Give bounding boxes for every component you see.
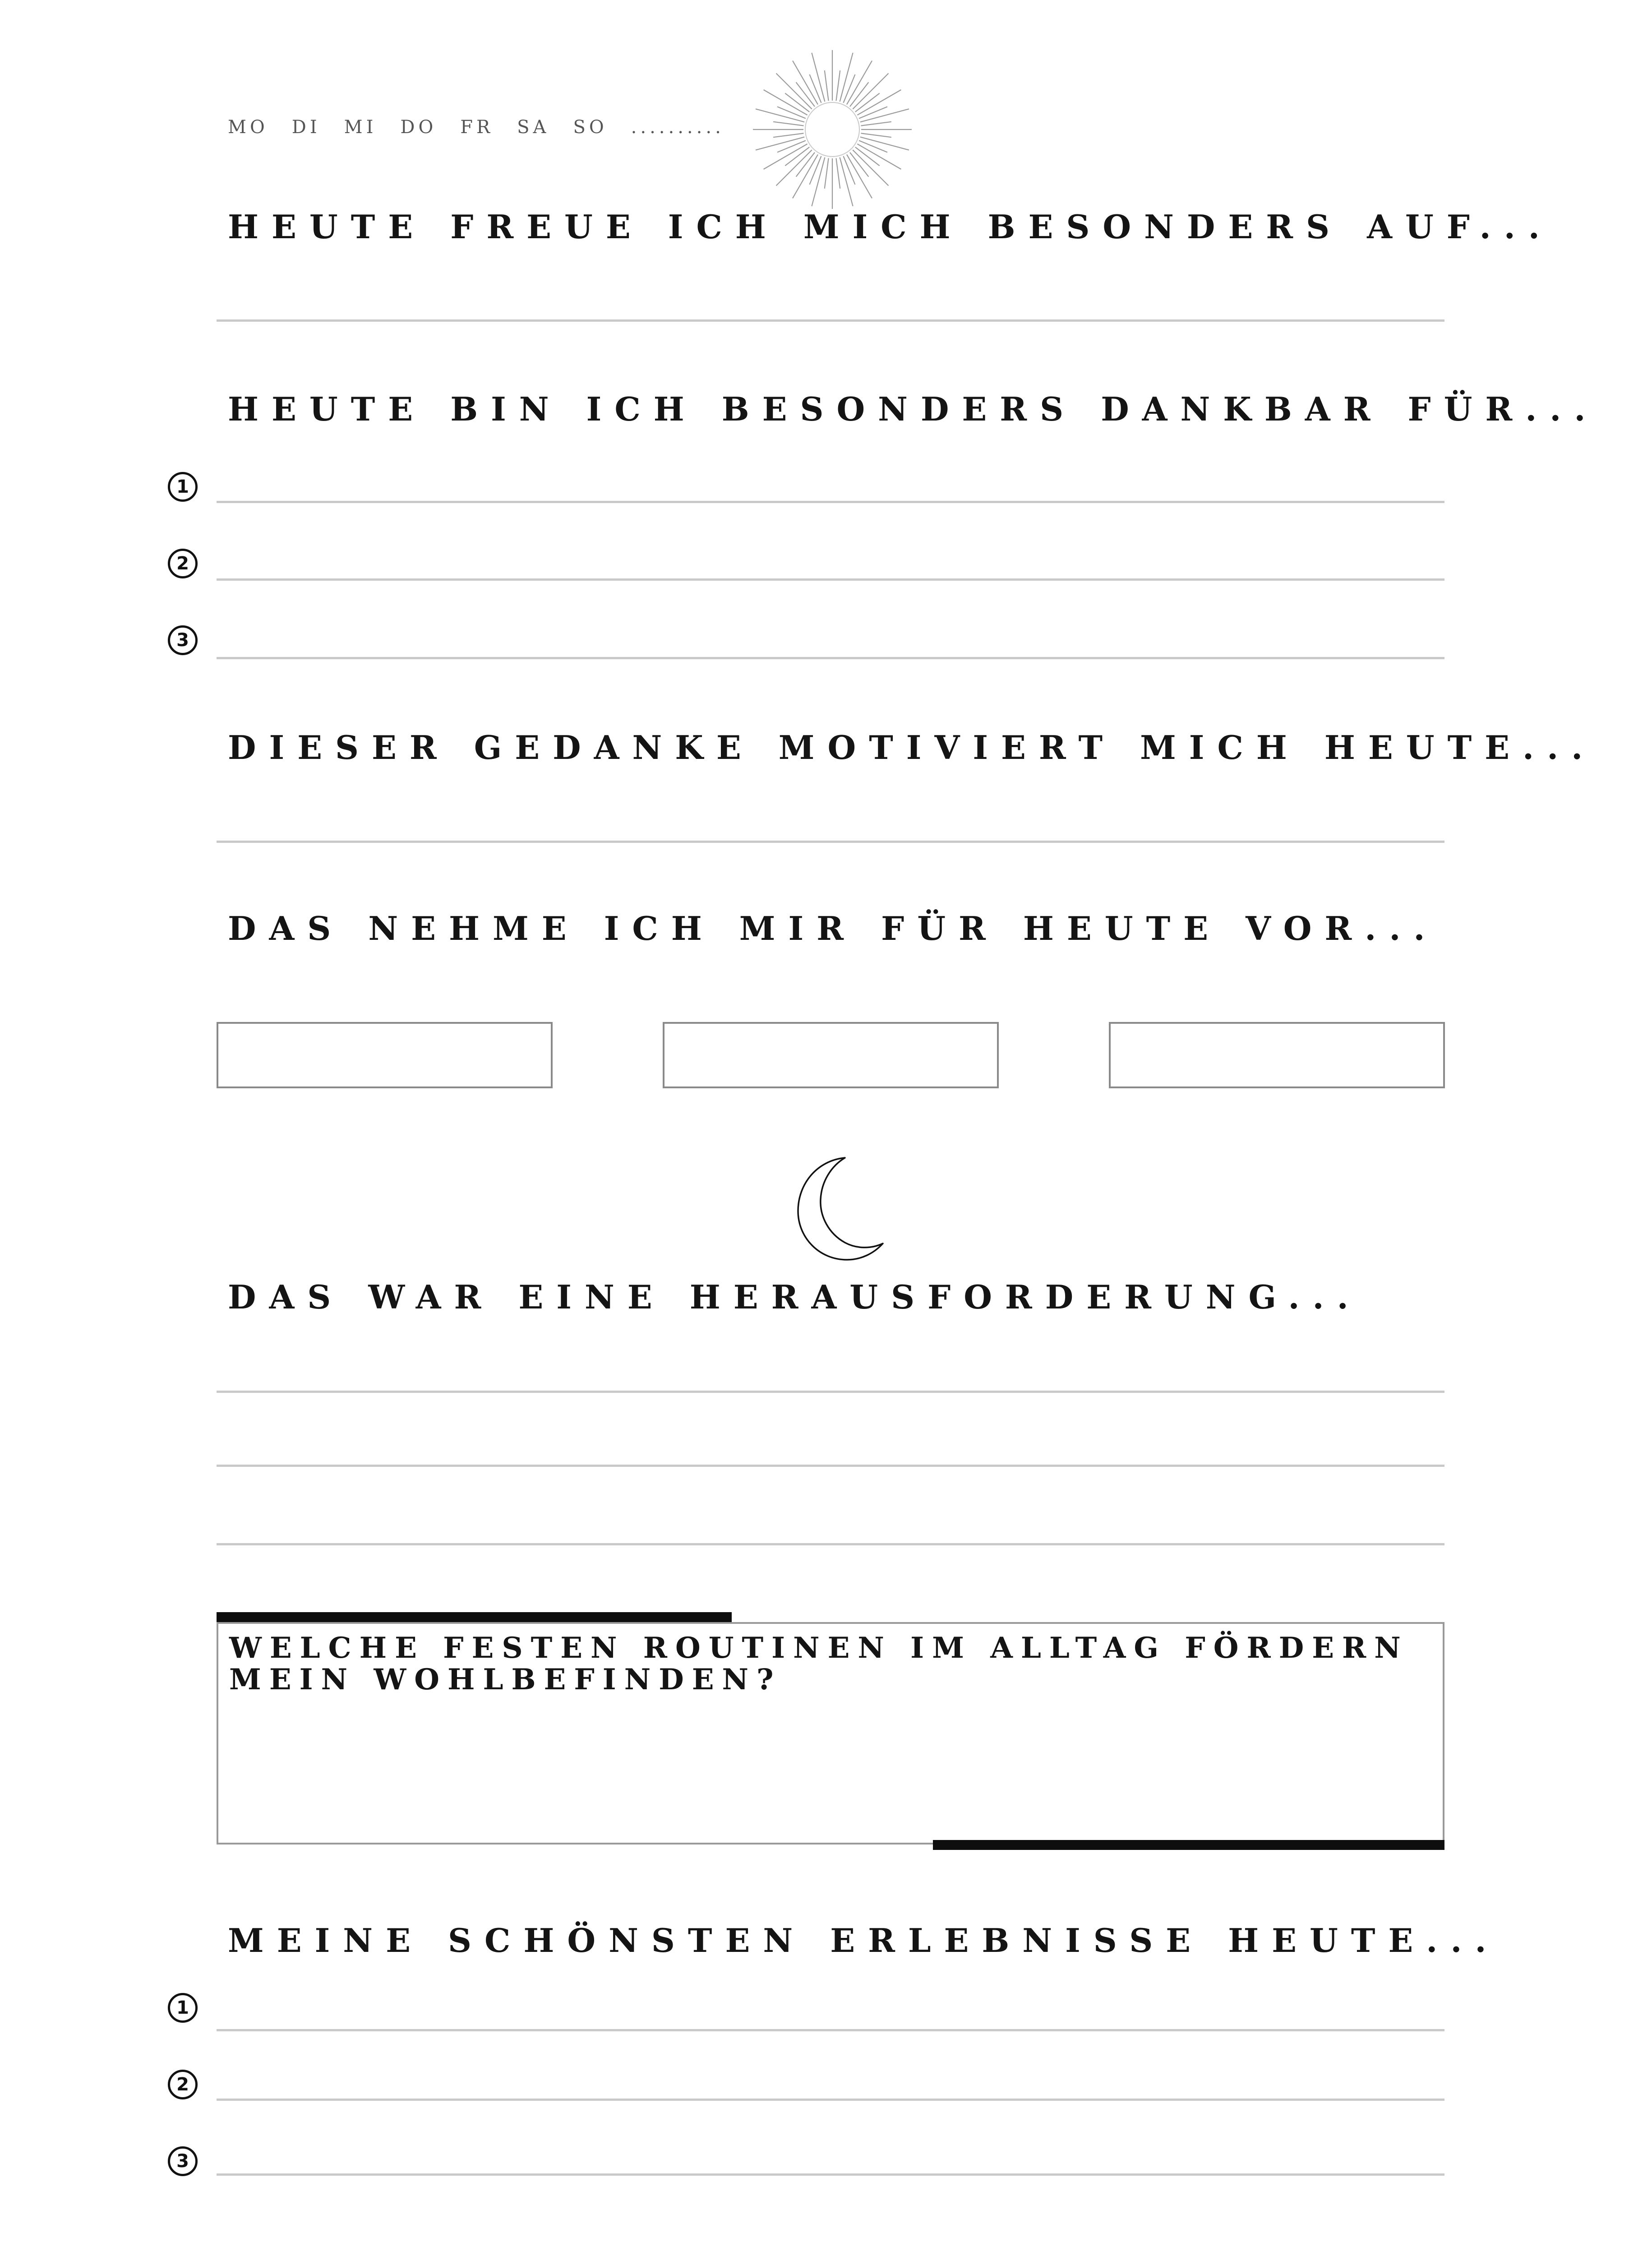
sun-ray bbox=[812, 53, 825, 102]
sun-ray bbox=[825, 158, 829, 189]
sun-icon bbox=[751, 48, 914, 211]
writing-line-grateful-1[interactable] bbox=[217, 501, 1444, 503]
weekday-so[interactable]: SO bbox=[573, 117, 608, 138]
number-badge-grateful-2: 2 bbox=[168, 549, 198, 578]
weekday-do[interactable]: DO bbox=[400, 117, 437, 138]
sun-ray bbox=[859, 107, 887, 119]
sun-ray bbox=[756, 137, 804, 150]
heading-grateful: HEUTE BIN ICH BESONDERS DANKBAR FÜR... bbox=[228, 390, 1599, 428]
number-badge-highlights-3: 3 bbox=[168, 2146, 198, 2176]
plan-box-2[interactable] bbox=[663, 1022, 999, 1088]
routine-question-line-1: WELCHE FESTEN ROUTINEN IM ALLTAG FÖRDERN bbox=[229, 1631, 1409, 1665]
sun-ray bbox=[860, 137, 909, 150]
weekday-mo[interactable]: MO bbox=[228, 117, 268, 138]
sun-ray bbox=[840, 157, 853, 206]
sun-ray bbox=[836, 70, 840, 101]
sun-ray bbox=[812, 157, 825, 206]
sun-ray bbox=[773, 122, 803, 126]
weekday-sa[interactable]: SA bbox=[517, 117, 550, 138]
writing-line-challenge-1[interactable] bbox=[217, 1391, 1444, 1393]
accent-bar-top bbox=[217, 1612, 732, 1622]
sun-ray bbox=[810, 74, 821, 103]
weekday-selector bbox=[228, 117, 724, 138]
writing-line-challenge-2[interactable] bbox=[217, 1465, 1444, 1467]
writing-line-grateful-2[interactable] bbox=[217, 578, 1444, 581]
weekday-di[interactable]: DI bbox=[291, 117, 321, 138]
heading-challenge: DAS WAR EINE HERAUSFORDERUNG... bbox=[228, 1278, 1361, 1316]
sun-ray bbox=[860, 109, 909, 122]
routine-question-line-2: MEIN WOHLBEFINDEN? bbox=[229, 1663, 782, 1697]
sun-ray bbox=[825, 70, 829, 101]
sun-ray bbox=[777, 107, 806, 119]
sun-ray bbox=[861, 133, 891, 137]
sun-ray bbox=[776, 150, 812, 185]
writing-line-challenge-3[interactable] bbox=[217, 1543, 1444, 1545]
sun-ray bbox=[844, 74, 855, 103]
sun-ray bbox=[776, 74, 812, 109]
routine-question bbox=[229, 1632, 1409, 1696]
number-badge-highlights-1: 1 bbox=[168, 1993, 198, 2023]
sun-ray bbox=[810, 156, 821, 185]
sun-ray bbox=[777, 141, 806, 153]
moon-icon bbox=[792, 1155, 891, 1263]
number-badge-grateful-3: 3 bbox=[168, 625, 198, 655]
sun-ray bbox=[859, 141, 887, 153]
writing-line-looking-forward[interactable] bbox=[217, 319, 1444, 322]
sun-ray bbox=[773, 133, 803, 137]
sun-ray bbox=[853, 74, 888, 109]
writing-line-highlights-2[interactable] bbox=[217, 2099, 1444, 2101]
writing-line-highlights-1[interactable] bbox=[217, 2029, 1444, 2031]
sun-ray bbox=[861, 122, 891, 126]
weekday-fr[interactable]: FR bbox=[460, 117, 494, 138]
heading-highlights: MEINE SCHÖNSTEN ERLEBNISSE HEUTE... bbox=[228, 1921, 1500, 1960]
number-badge-highlights-2: 2 bbox=[168, 2070, 198, 2099]
sun-ray bbox=[840, 53, 853, 102]
weekday-mi[interactable]: MI bbox=[344, 117, 377, 138]
writing-line-motivation[interactable] bbox=[217, 841, 1444, 843]
writing-line-grateful-3[interactable] bbox=[217, 657, 1444, 659]
sun-ray bbox=[756, 109, 804, 122]
date-placeholder[interactable]: .......... bbox=[631, 117, 724, 138]
sun-ray bbox=[836, 158, 840, 189]
sun-ray bbox=[844, 156, 855, 185]
plan-box-3[interactable] bbox=[1109, 1022, 1445, 1088]
accent-bar-bottom bbox=[933, 1840, 1444, 1850]
plan-box-1[interactable] bbox=[217, 1022, 553, 1088]
writing-line-highlights-3[interactable] bbox=[217, 2173, 1444, 2176]
heading-looking-forward: HEUTE FREUE ICH MICH BESONDERS AUF... bbox=[228, 208, 1553, 246]
heading-motivation: DIESER GEDANKE MOTIVIERT MICH HEUTE... bbox=[228, 728, 1596, 767]
number-badge-grateful-1: 1 bbox=[168, 472, 198, 502]
sun-ray bbox=[853, 150, 888, 185]
heading-plans: DAS NEHME ICH MIR FÜR HEUTE VOR... bbox=[228, 909, 1438, 948]
